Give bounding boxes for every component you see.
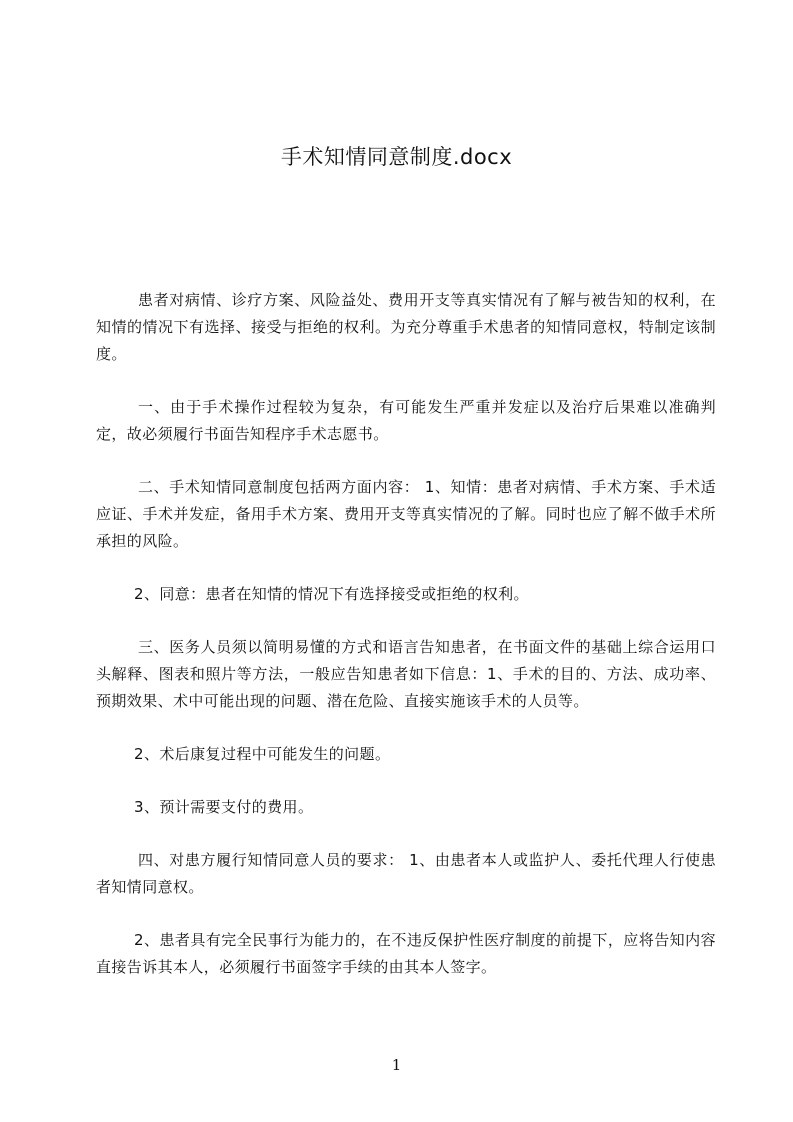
paragraph-section-4-item-2: 2、患者具有完全民事行为能力的，在不违反保护性医疗制度的前提下，应将告知内容直接告诉其本人，必须履行书面签字手续的由其本人签字。 [96,931,716,976]
paragraph-section-2-item-2: 2、同意：患者在知情的情况下有选择接受或拒绝的权利。 [134,585,529,603]
paragraph-section-1: 一、由于手术操作过程较为复杂，有可能发生严重并发症以及治疗后果难以准确判定，故必须履行书面告知程序手术志愿书。 [96,398,716,443]
document-title: 手术知情同意制度.docx [280,145,513,169]
document-body [96,287,716,1007]
paragraph-section-3: 三、医务人员须以简明易懂的方式和语言告知患者，在书面文件的基础上综合运用口头解释、图表和照片等方法，一般应告知患者如下信息：1、手术的目的、方法、成功率、预期效果、术中可能出现的问题、潜在危险、直接实施该手术的人员等。 [96,638,716,710]
paragraph-section-2: 二、手术知情同意制度包括两方面内容： 1、知情：患者对病情、手术方案、手术适应证、手术并发症，备用手术方案、费用开支等真实情况的了解。同时也应了解不做手术所承担的风险。 [96,478,716,550]
paragraph-section-3-item-3: 3、预计需要支付的费用。 [134,798,314,816]
page-number: 1 [391,1056,402,1074]
paragraph-intro: 患者对病情、诊疗方案、风险益处、费用开支等真实情况有了解与被告知的权利，在知情的情况下有选择、接受与拒绝的权利。为充分尊重手术患者的知情同意权，特制定该制度。 [96,291,716,363]
paragraph-section-3-item-2: 2、术后康复过程中可能发生的问题。 [134,745,391,763]
paragraph-section-4: 四、对患方履行知情同意人员的要求： 1、由患者本人或监护人、委托代理人行使患者知情同意权。 [96,851,716,896]
